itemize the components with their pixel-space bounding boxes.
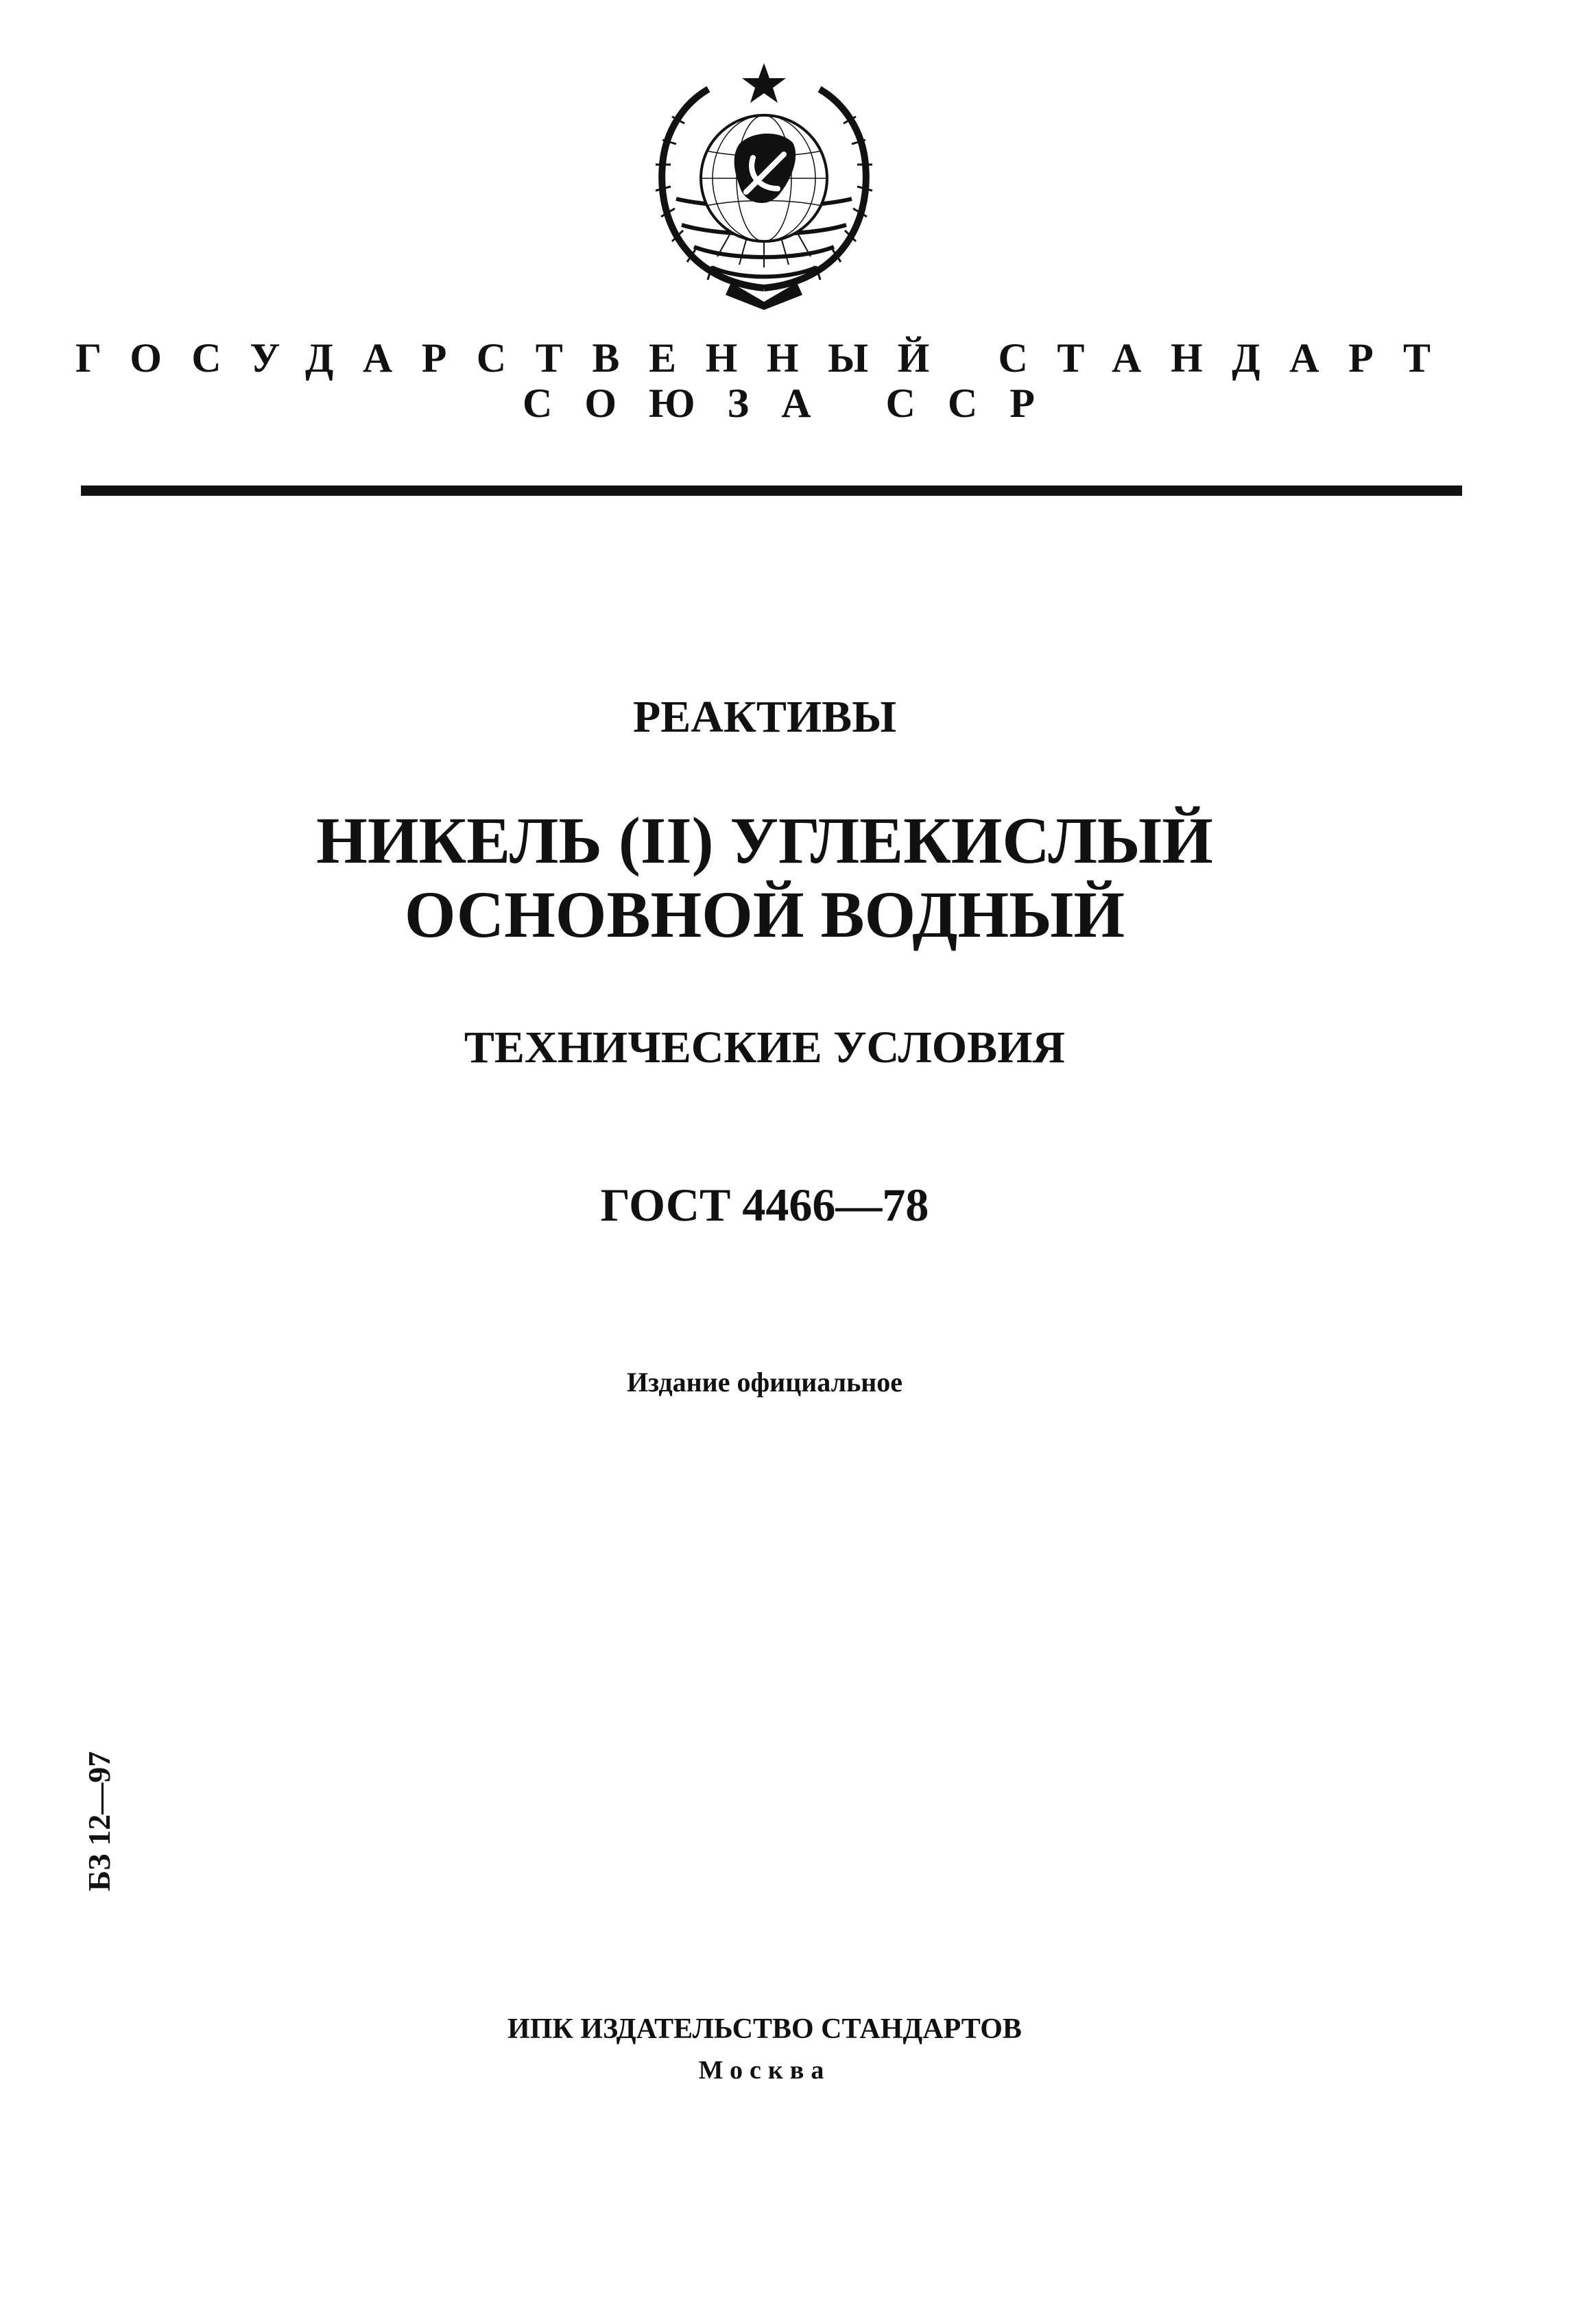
publisher-city: Москва: [698, 2056, 831, 2085]
standard-number: ГОСТ 4466—78: [600, 1179, 929, 1231]
document-title-line-2: ОСНОВНОЙ ВОДНЫЙ: [404, 878, 1125, 951]
document-title: [0, 804, 1529, 952]
document-subtitle: ТЕХНИЧЕСКИЕ УСЛОВИЯ: [464, 1022, 1066, 1073]
header-title-line-2: СОЮЗА ССР: [523, 381, 1067, 426]
document-category: РЕАКТИВЫ: [632, 692, 897, 742]
horizontal-rule: [81, 486, 1462, 496]
side-catalog-code: БЗ 12—97: [82, 1751, 117, 1891]
publisher-name: ИПК ИЗДАТЕЛЬСТВО СТАНДАРТОВ: [507, 2013, 1022, 2045]
document-title-line-1: НИКЕЛЬ (II) УГЛЕКИСЛЫЙ: [316, 804, 1213, 877]
edition-note: Издание официальное: [626, 1367, 903, 1398]
ussr-state-emblem-icon: [643, 62, 885, 310]
header-title-line-1: ГОСУДАРСТВЕННЫЙ СТАНДАРТ: [75, 335, 1460, 381]
